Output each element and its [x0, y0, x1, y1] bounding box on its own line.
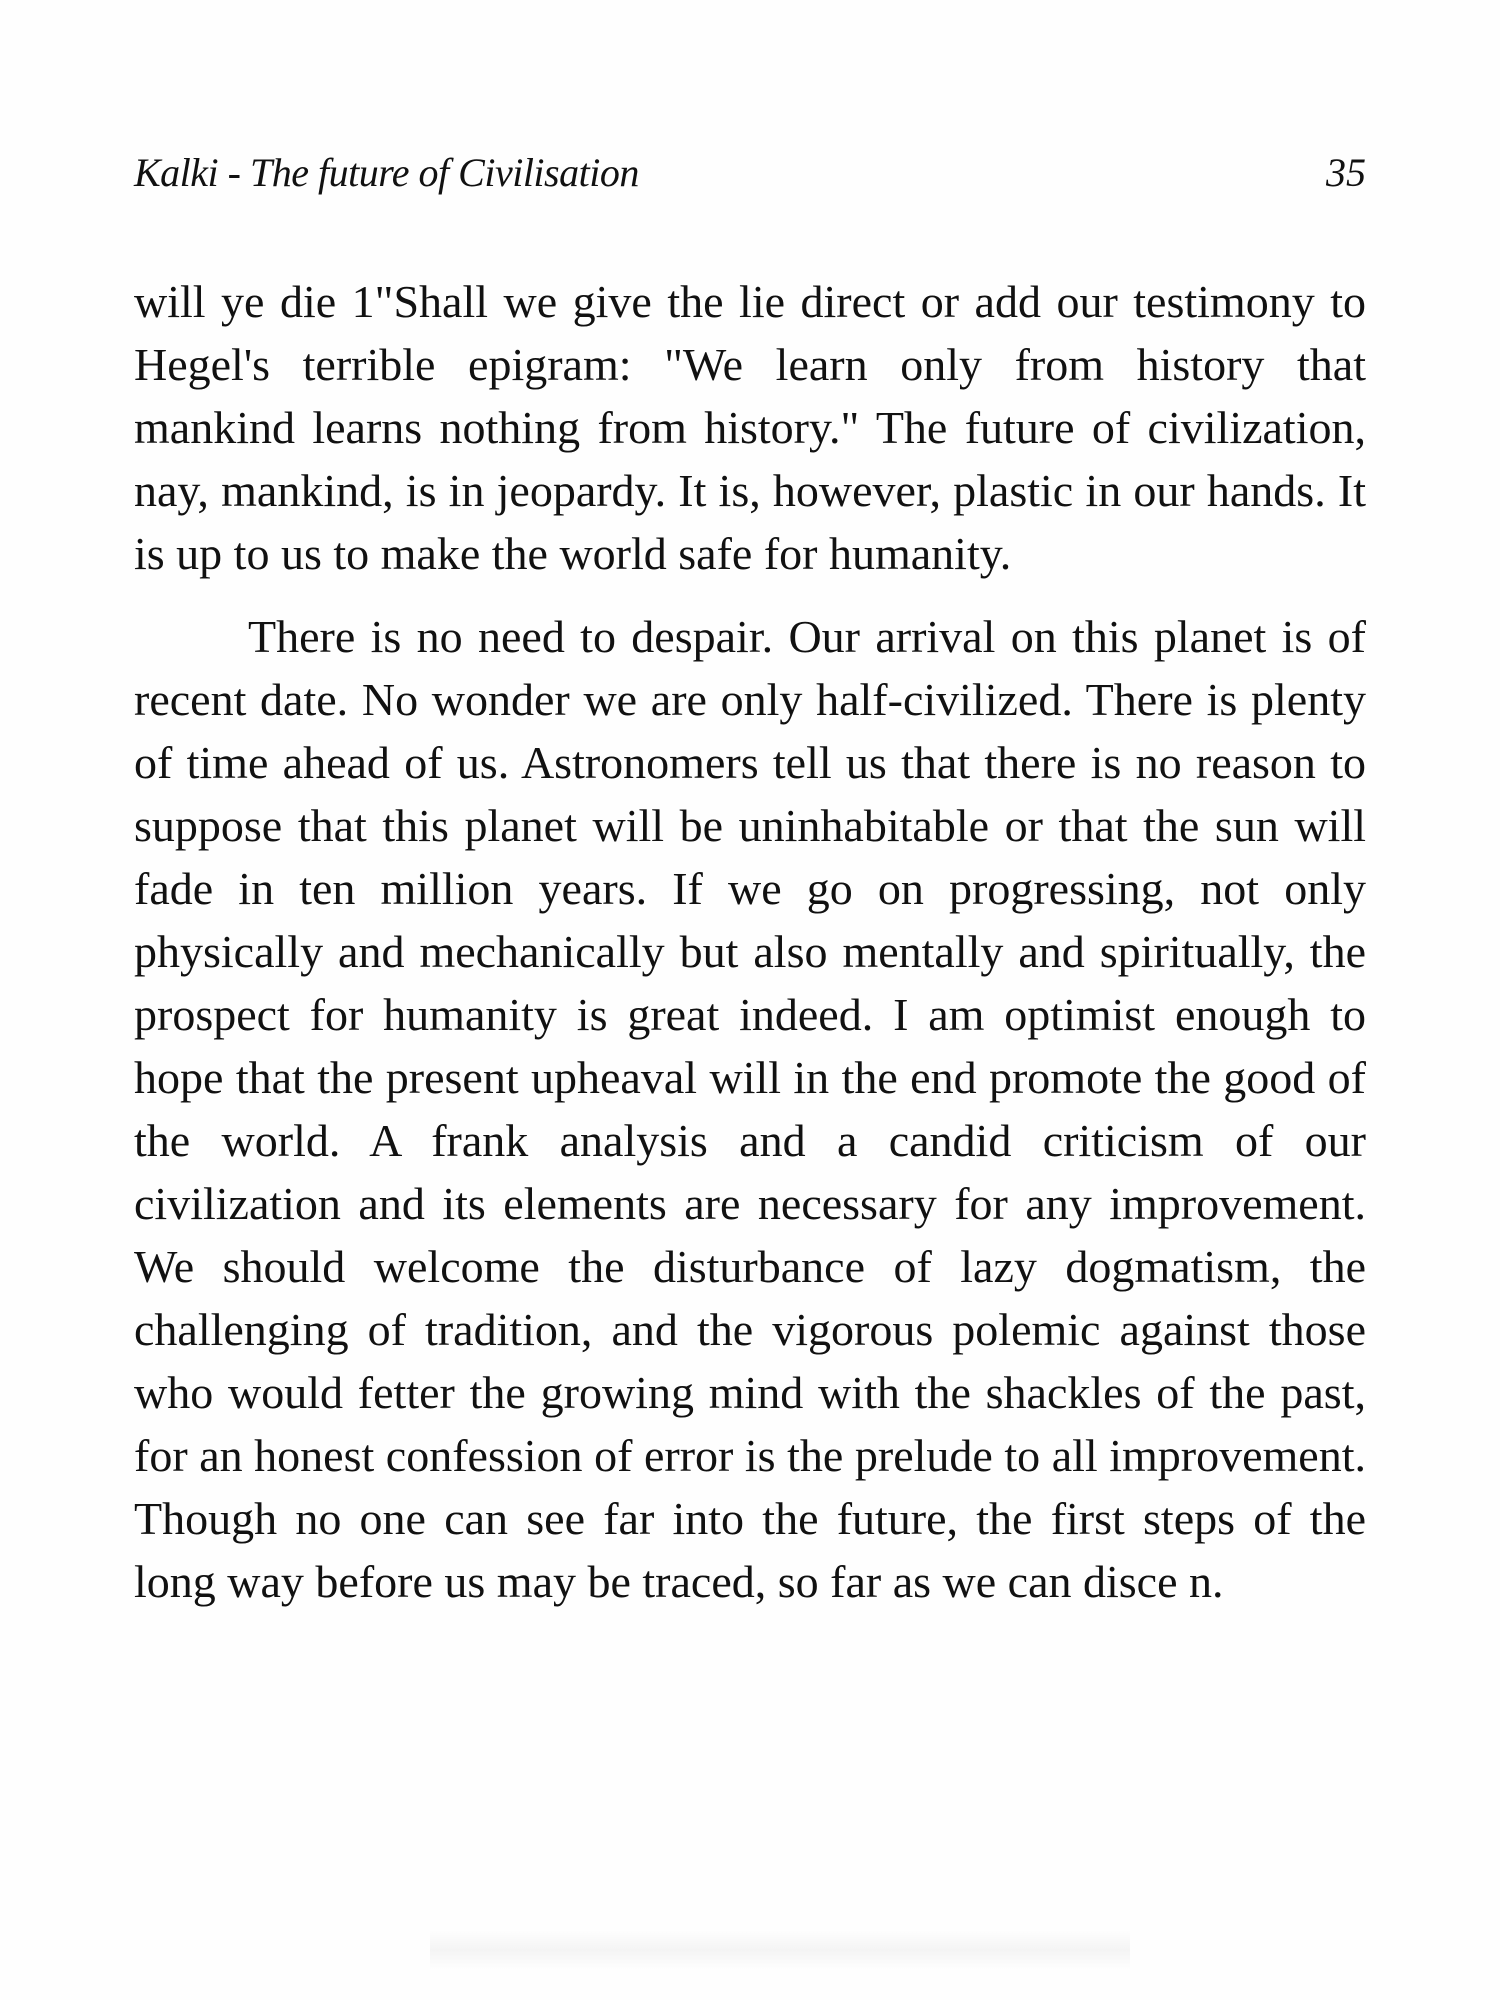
bleed-through-smudge: [430, 1930, 1130, 1970]
running-title: Kalki - The future of Civilisation: [134, 150, 639, 195]
page-number: 35: [1326, 150, 1366, 195]
paragraph-1: will ye die 1"Shall we give the lie direct or add our testimony to Hegel's terrible epigram: "We learn only from history that mankind learns nothing from history." The future of civilization, nay, mankind, is in jeopardy. It is, however, plastic in our hands. It is up to us to make the world safe for humanity.: [134, 276, 1366, 579]
running-head: [134, 148, 1366, 198]
paragraph-2: There is no need to despair. Our arrival on this planet is of recent date. No wonder we are only half-civilized. There is plenty of time ahead of us. Astronomers tell us that there is no reason to suppose that this planet will be uninhabitable or that the sun will fade in ten million years. If we go on progressing, not only physically and mechanically but also mentally and spiritually, the prospect for humanity is great indeed. I am optimist enough to hope that the present upheaval will in the end promote the good of the world. A frank analysis and a candid criticism of our civilization and its elements are necessary for any improvement. We should welcome the disturbance of lazy dogmatism, the challenging of tradition, and the vigorous polemic against those who would fetter the growing mind with the shackles of the past, for an honest confession of error is the prelude to all improvement. Though no one can see far into the future, the first steps of the long way before us may be traced, so far as we can disce n.: [134, 611, 1366, 1607]
body-text: [134, 270, 1366, 1613]
